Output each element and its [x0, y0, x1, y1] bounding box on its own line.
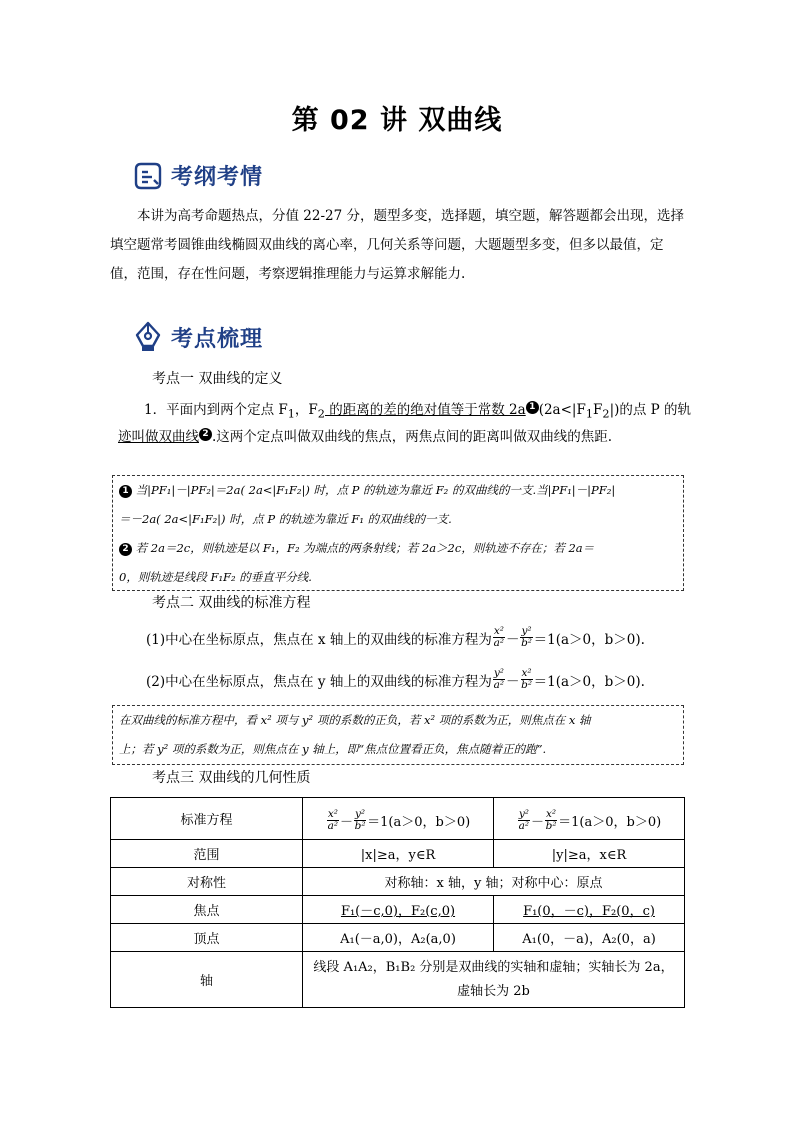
note-line: 0，则轨迹是线段 F₁F₂ 的垂直平分线.	[119, 570, 312, 584]
section-header-points	[133, 321, 263, 353]
table-row	[111, 952, 685, 1008]
standard-equation-x: (1)中心在坐标原点，焦点在 x 轴上的双曲线的标准方程为 $\frac{\text{x²}}{\text{a²}}$ － $\frac{\text{y²}}{\text{b²}}$ ＝1(a＞0，b＞0).	[146, 625, 645, 649]
equation-cell: $\frac{\text{x²}}{\text{a²}}$ － $\frac{\text{y²}}{\text{b²}}$ ＝1(a＞0，b＞0)	[303, 798, 494, 840]
note-box-definition	[112, 475, 684, 591]
table-row	[111, 868, 685, 896]
row-label: 焦点	[111, 896, 303, 924]
pen-nib-icon	[133, 321, 163, 353]
definition-line-2: 迹叫做双曲线 2 .这两个定点叫做双曲线的焦点，两焦点间的距离叫做双曲线的焦距.	[118, 428, 613, 445]
table-row	[111, 798, 685, 840]
page-title: 第 02 讲 双曲线	[291, 105, 503, 136]
point-1-heading: 考点一 双曲线的定义	[152, 371, 283, 387]
row-label: 顶点	[111, 924, 303, 952]
note-box-equation	[112, 705, 684, 765]
document-list-icon	[133, 161, 163, 191]
definition-line-1: 1．平面内到两个定点 $F_1$，$F_2$ 的距离的差的绝对值等于常数 2a 1 $(2a<|F_1F_2|)$的点 P 的轨	[144, 401, 692, 421]
section-title: 考纲考情	[171, 165, 264, 190]
table-row	[111, 840, 685, 868]
note-line: ＝－2a( 2a<|F₁F₂|) 时，点 P 的轨迹为靠近 F₁ 的双曲线的一支.	[119, 512, 452, 526]
section-header-syllabus	[133, 160, 263, 191]
standard-equation-y: (2)中心在坐标原点，焦点在 y 轴上的双曲线的标准方程为 $\frac{\text{y²}}{\text{a²}}$ － $\frac{\text{x²}}{\text{b²}}$ ＝1(a＞0，b＞0).	[146, 667, 645, 691]
table-cell: F₁(0，－c)，F₂(0，c)	[494, 896, 685, 924]
point-2-heading: 考点二 双曲线的标准方程	[152, 595, 311, 611]
table-row	[111, 896, 685, 924]
table-cell: A₁(0，－a)，A₂(0，a)	[494, 924, 685, 952]
table-cell: A₁(－a,0)，A₂(a,0)	[303, 924, 494, 952]
note-line: 若 2a＝2c，则轨迹是以 F₁，F₂ 为端点的两条射线；若 2a＞2c，则轨迹不存在；若 2a＝	[135, 541, 595, 555]
section-title: 考点梳理	[171, 326, 264, 352]
footnote-marker-2: 2	[119, 543, 132, 556]
row-label: 对称性	[111, 868, 303, 896]
footnote-marker-1: 1	[526, 401, 539, 414]
table-cell: 线段 A₁A₂，B₁B₂ 分别是双曲线的实轴和虚轴；实轴长为 2a， 虚轴长为 2b	[303, 952, 685, 1008]
table-cell: |x|≥a，y∈R	[303, 840, 494, 868]
equation-cell: $\frac{\text{y²}}{\text{a²}}$ － $\frac{\text{x²}}{\text{b²}}$ ＝1(a＞0，b＞0)	[494, 798, 685, 840]
footnote-marker-2: 2	[199, 428, 212, 441]
note-line: 当|PF₁|－|PF₂|＝2a( 2a<|F₁F₂|) 时，点 P 的轨迹为靠近 F₂ 的双曲线的一支.当|PF₁|－|PF₂|	[135, 483, 616, 497]
row-label: 标准方程	[111, 798, 303, 840]
table-row	[111, 924, 685, 952]
table-cell: 对称轴：x 轴，y 轴；对称中心：原点	[303, 868, 685, 896]
row-label: 范围	[111, 840, 303, 868]
footnote-marker-1: 1	[119, 485, 132, 498]
note-line: 在双曲线的标准方程中，看 x² 项与 y² 项的系数的正负，若 x² 项的系数为正，则焦点在 x 轴	[119, 713, 591, 727]
properties-table	[110, 797, 685, 1008]
note-line: 上；若 y² 项的系数为正，则焦点在 y 轴上，即“焦点位置看正负，焦点随着正的跑”.	[119, 742, 547, 756]
point-3-heading: 考点三 双曲线的几何性质	[152, 770, 311, 786]
intro-paragraph: 本讲为高考命题热点，分值 22-27 分，题型多变，选择题，填空题，解答题都会出现，选择填空题常考圆锥曲线椭圆双曲线的离心率，几何关系等问题，大题题型多变，但多以最值，定值，范围，存在性问题，考察逻辑推理能力与运算求解能力.	[110, 208, 684, 282]
row-label: 轴	[111, 952, 303, 1008]
table-cell: |y|≥a，x∈R	[494, 840, 685, 868]
table-cell: F₁(－c,0)，F₂(c,0)	[303, 896, 494, 924]
